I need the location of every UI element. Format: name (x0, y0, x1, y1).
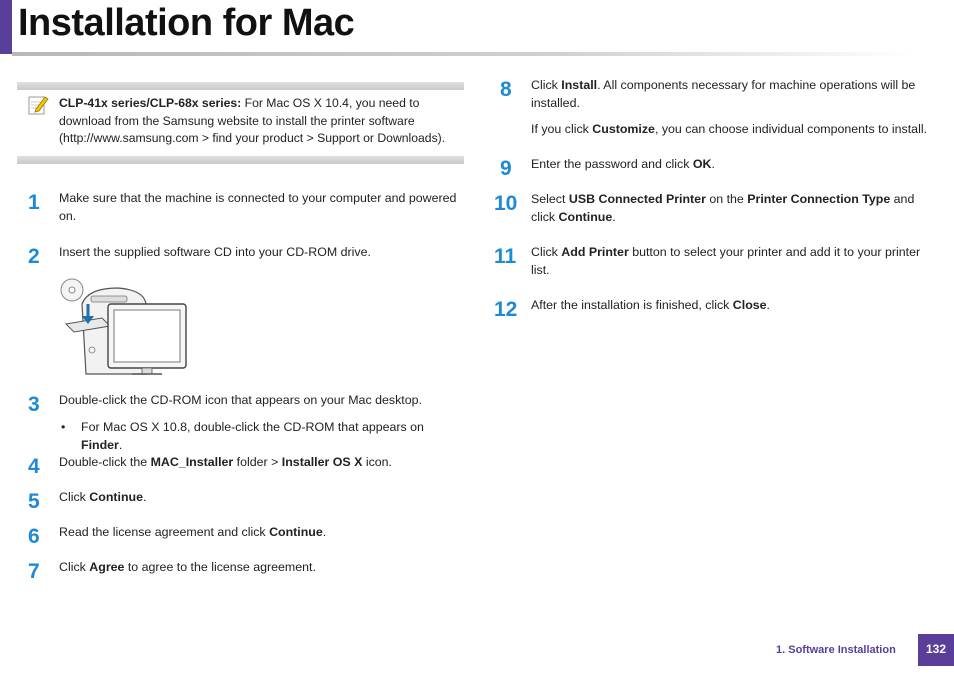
step-number-5: 5 (28, 490, 40, 513)
page-number: 132 (918, 634, 954, 666)
step-7-text: Click Agree to agree to the license agreement. (59, 560, 316, 574)
step-number-9: 9 (500, 157, 512, 180)
note-body: For Mac OS X 10.4, you need to download from the Samsung website to install the printer software (http://www.samsung.com > find your product > Support or Downloads). (59, 96, 446, 145)
step-6-text: Read the license agreement and click Continue. (59, 525, 327, 539)
step-number-10: 10 (494, 192, 518, 215)
title-divider (12, 52, 917, 56)
step-3-bullet-text: For Mac OS X 10.8, double-click the CD-ROM that appears on Finder. (81, 420, 424, 452)
step-number-4: 4 (28, 455, 40, 478)
step-3-bullet-dot: • (61, 420, 66, 434)
step-number-11: 11 (494, 245, 517, 268)
step-number-6: 6 (28, 525, 40, 548)
note-box (17, 82, 464, 164)
note-pencil-icon (27, 94, 49, 116)
step-number-3: 3 (28, 393, 40, 416)
note-bottom-bar (17, 156, 464, 164)
step-10-text: Select USB Connected Printer on the Printer Connection Type and click Continue. (531, 192, 915, 224)
step-number-8: 8 (500, 78, 512, 101)
step-1-text: Make sure that the machine is connected to your computer and powered on. (59, 191, 457, 223)
step-8-extra-text: If you click Customize, you can choose individual components to install. (531, 122, 928, 136)
page-title: Installation for Mac (18, 2, 355, 44)
step-number-12: 12 (494, 298, 518, 321)
step-12-text: After the installation is finished, click Close. (531, 298, 770, 312)
note-top-bar (17, 82, 464, 90)
step-8-text: Click Install. All components necessary for machine operations will be installed. (531, 78, 916, 110)
mac-cd-insert-illustration (58, 274, 190, 378)
footer-section-label: 1. Software Installation (776, 644, 896, 656)
step-9-text: Enter the password and click OK. (531, 157, 715, 171)
step-4-text: Double-click the MAC_Installer folder > Installer OS X icon. (59, 455, 392, 469)
step-number-7: 7 (28, 560, 40, 583)
accent-bar (0, 0, 12, 54)
step-3-text: Double-click the CD-ROM icon that appears on your Mac desktop. (59, 393, 422, 407)
note-text (59, 95, 464, 148)
step-2-text: Insert the supplied software CD into your CD-ROM drive. (59, 245, 371, 259)
step-number-1: 1 (28, 191, 40, 214)
step-number-2: 2 (28, 245, 40, 268)
note-bold: CLP-41x series/CLP-68x series: (59, 96, 242, 110)
step-11-text: Click Add Printer button to select your printer and add it to your printer list. (531, 245, 921, 277)
step-5-text: Click Continue. (59, 490, 147, 504)
